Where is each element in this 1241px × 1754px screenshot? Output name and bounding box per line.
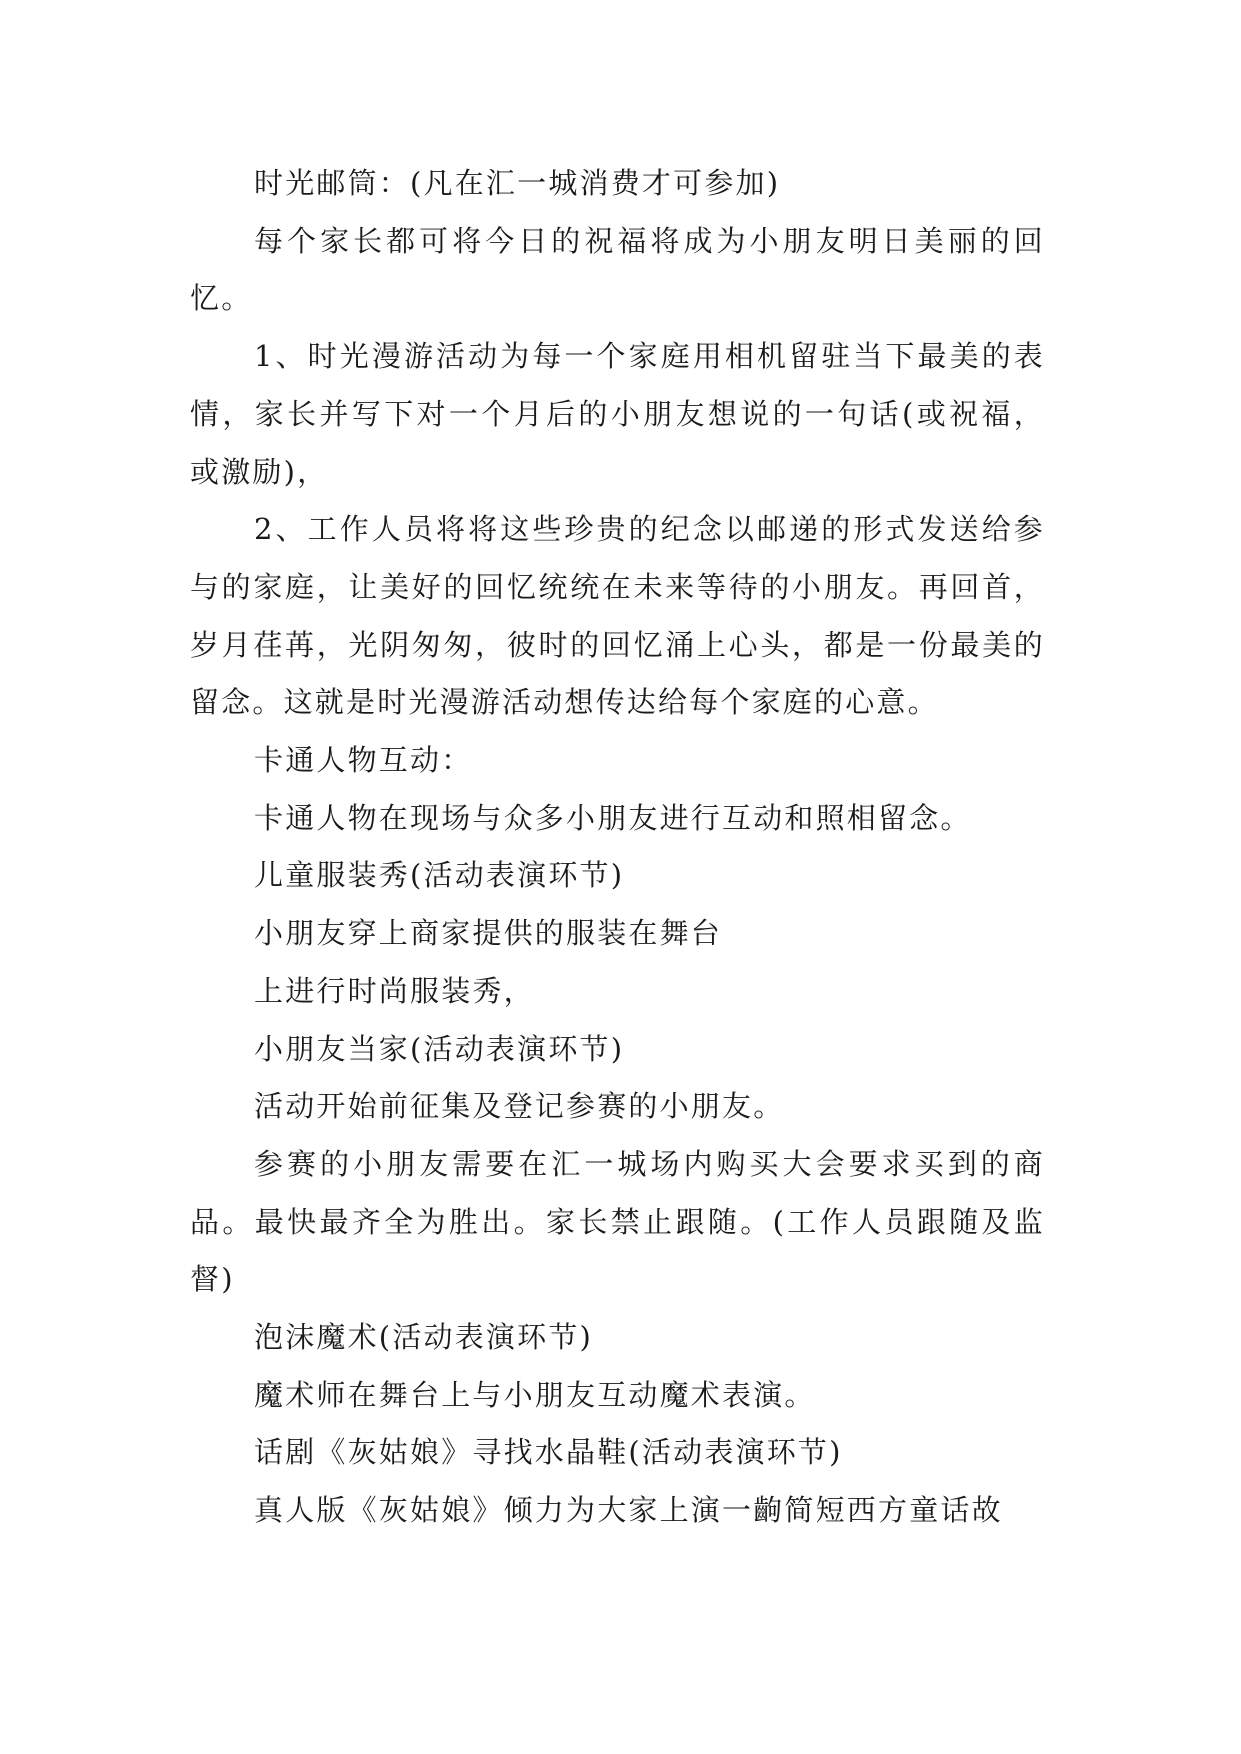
paragraph: 活动开始前征集及登记参赛的小朋友。	[254, 1089, 785, 1124]
paragraph: 魔术师在舞台上与小朋友互动魔术表演。	[254, 1377, 816, 1412]
paragraph: 参赛的小朋友需要在汇一城场内购买大会要求买到的商品。最快最齐全为胜出。家长禁止跟随。(工作人员跟随及监督)	[190, 1146, 1045, 1297]
section-heading-cartoon-interaction: 卡通人物互动：	[254, 743, 473, 778]
paragraph: 卡通人物在现场与众多小朋友进行互动和照相留念。	[254, 800, 972, 835]
section-heading-bubble-magic: 泡沫魔术(活动表演环节)	[254, 1320, 594, 1355]
document-body	[190, 155, 1045, 1540]
section-heading-cinderella-play: 话剧《灰姑娘》寻找水晶鞋(活动表演环节)	[254, 1435, 843, 1470]
paragraph: 真人版《灰姑娘》倾力为大家上演一齣简短西方童话故	[254, 1493, 1003, 1528]
paragraph: 每个家长都可将今日的祝福将成为小朋友明日美丽的回忆。	[190, 223, 1045, 316]
section-heading-kids-in-charge: 小朋友当家(活动表演环节)	[254, 1031, 625, 1066]
paragraph: 小朋友穿上商家提供的服装在舞台	[254, 916, 723, 951]
list-item: 2、工作人员将将这些珍贵的纪念以邮递的形式发送给参与的家庭，让美好的回忆统统在未来等待的小朋友。再回首，岁月荏苒，光阴匆匆，彼时的回忆涌上心头，都是一份最美的留念。这就是时光漫游活动想传达给每个家庭的心意。	[190, 512, 1045, 720]
section-heading-fashion-show: 儿童服装秀(活动表演环节)	[254, 858, 625, 893]
paragraph: 上进行时尚服装秀，	[254, 973, 535, 1008]
section-heading-time-mailbox: 时光邮筒：(凡在汇一城消费才可参加)	[254, 166, 781, 200]
list-item: 1、时光漫游活动为每一个家庭用相机留驻当下最美的表情，家长并写下对一个月后的小朋友想说的一句话(或祝福，或激励)，	[190, 339, 1045, 489]
